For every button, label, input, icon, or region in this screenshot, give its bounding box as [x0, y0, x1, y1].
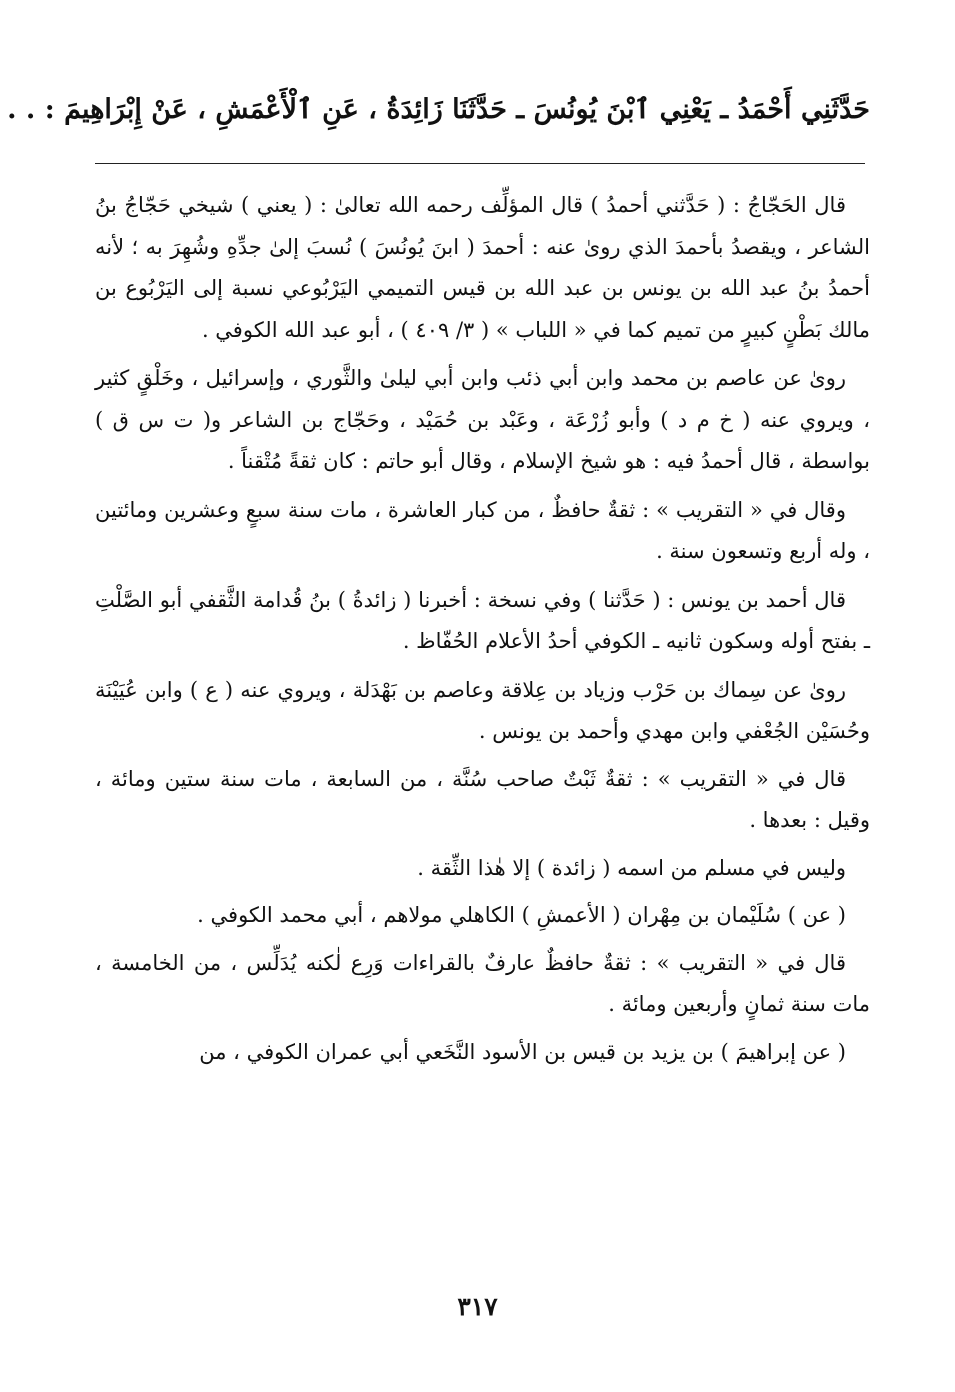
commentary-paragraph: قال في « التقريب » : ثقةٌ ثَبْتٌ صاحب سُنَّة ، من السابعة ، مات سنة ستين ومائة ، وقيل : بعدها . [95, 766, 870, 832]
commentary-paragraph: روىٰ عن عاصم بن محمد وابن أبي ذئب وابن أبي ليلىٰ والثَّوري ، وإسرائيل ، وخَلْقٍ كثير ، ويروي عنه ( خ م د ) وأبو زُرْعَة ، وعَبْد بن حُمَيْد ، وحَجّاج بن الشاعر و( ت س ق ) بواسطة ، قال أحمدُ فيه : هو شيخ الإسلام ، وقال أبو حاتم : كان ثقةً مُتْقناً . [95, 366, 870, 473]
commentary-paragraph: وقال في « التقريب » : ثقةٌ حافظٌ ، من كبار العاشرة ، مات سنة سبعٍ وعشرين ومائتين ، وله أربع وتسعون سنة . [95, 497, 870, 563]
commentary-body [95, 185, 870, 1079]
commentary-paragraph: روىٰ عن سِماك بن حَرْب وزياد بن عِلاقة وعاصم بن بَهْدَلة ، ويروي عنه ( ع ) وابن عُيَيْنَة وحُسَيْن الجُعْفي وابن مهدي وأحمد بن يونس . [95, 677, 870, 743]
commentary-paragraph: وليس في مسلم من اسمه ( زائدة ) إلا هٰذا الثِّقة . [417, 855, 846, 880]
footnote-divider [95, 163, 865, 164]
hadith-text-line: حَدَّثَنِي أَحْمَدُ ـ يَعْنِي ٱبْنَ يُونُسَ ـ حَدَّثَنَا زَائِدَةُ ، عَنِ ٱلْأَعْمَشِ ، عَنْ إِبْرَاهِيمَ : . . [7, 94, 870, 125]
commentary-paragraph: قال أحمد بن يونس : ( حَدَّثنا ) وفي نسخة : أخبرنا ( زائدةُ ) بنُ قُدامة الثَّقفي أبو الصَّلْتِ ـ بفتح أوله وسكون ثانيه ـ الكوفي أحدُ الأعلام الحُفّاظ . [95, 587, 870, 653]
commentary-paragraph: ( عن إبراهيمَ ) بن يزيد بن قيس بن الأسود النَّخَعي أبي عمران الكوفي ، من [199, 1039, 846, 1064]
commentary-paragraph: قال في « التقريب » : ثقةٌ حافظٌ عارفٌ بالقراءات وَرِع لٰكنه يُدَلِّس ، من الخامسة ، مات سنة ثمانٍ وأربعين ومائة . [95, 950, 870, 1016]
commentary-paragraph: ( عن ) سُلَيْمان بن مِهْران ( الأعمشِ ) الكاهلي مولاهم ، أبي محمد الكوفي . [197, 903, 846, 927]
page-number: ٣١٧ [457, 1292, 498, 1321]
commentary-paragraph: قال الحَجّاجُ : ( حَدَّثني أحمدُ ) قال المؤلِّف رحمه الله تعالىٰ : ( يعني ) شيخي حَجّاجُ بنُ الشاعر ، ويقصدُ بأحمدَ الذي روىٰ عنه : أحمدَ ( ابنَ يُونُسَ ) نُسبَ إلىٰ جدِّهِ وشُهِرَ به ؛ لأنه أحمدُ بنُ عبد الله بن يونس بن عبد الله بن قيس التميمي اليَرْبُوعي نسبة إلى اليَرْبُوع بن مالك بَطْنٍ كبيرٍ من تميم كما في « اللباب » ( ٣/ ٤٠٩ ) ، أبو عبد الله الكوفي . [95, 193, 870, 342]
